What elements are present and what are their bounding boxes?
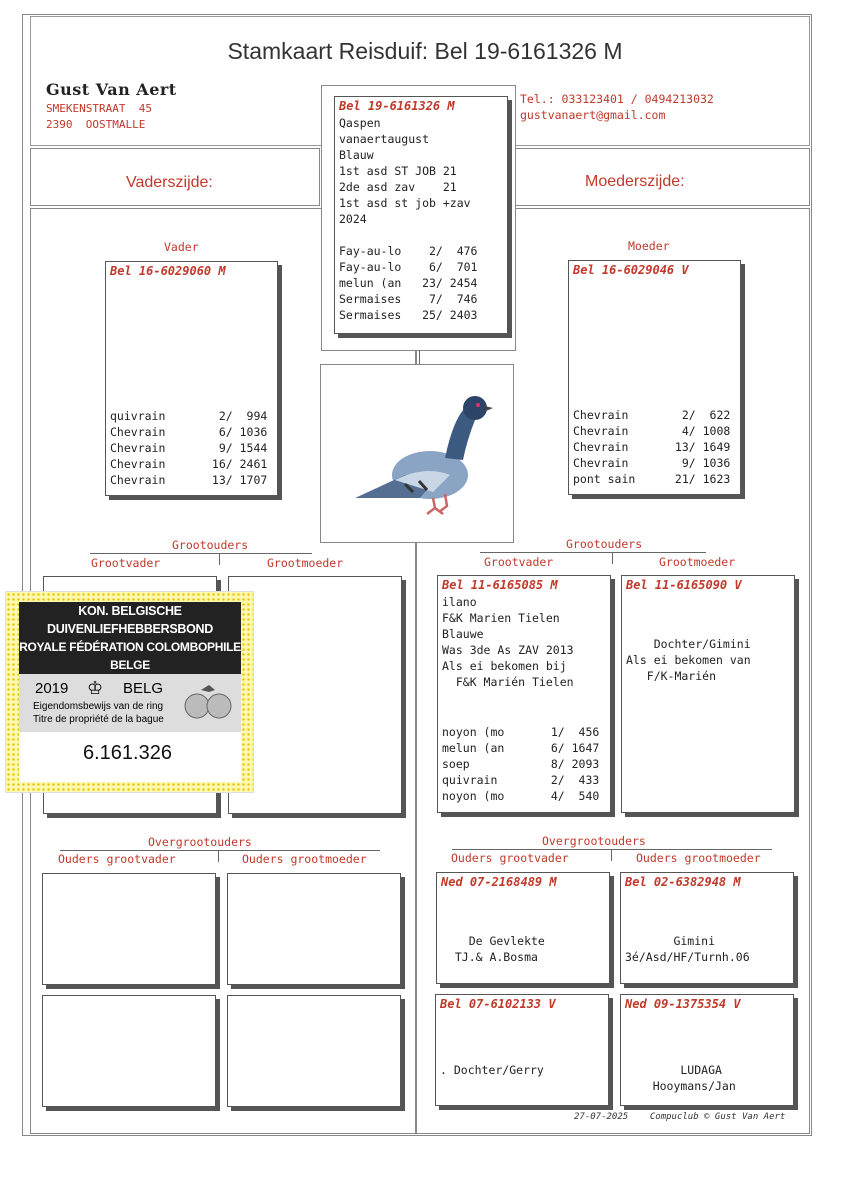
- great-grandparents-label-left: Overgrootouders: [148, 835, 252, 849]
- grandfather-label-left: Grootvader: [91, 556, 161, 570]
- result-position: 2/ 622: [668, 408, 731, 422]
- owner-city: 2390 OOSTMALLE: [46, 118, 146, 131]
- dam-result-row: [573, 439, 730, 455]
- ggp-b-line: 3é/Asd/HF/Turnh.06: [625, 950, 750, 964]
- ggp-d-lines: [621, 1062, 793, 1094]
- grandmother-label-left: Grootmoeder: [267, 556, 344, 570]
- dam-label: Moeder: [628, 239, 670, 253]
- ggp-box-right-4: [620, 994, 794, 1106]
- ggp-box-right-1: [436, 872, 610, 984]
- crown-icon: ♔: [87, 678, 104, 698]
- subject-line: [339, 227, 503, 243]
- mgm-box: [621, 575, 795, 813]
- parents-grandfather-label-right: Ouders grootvader: [451, 851, 569, 865]
- dam-result-row: [573, 423, 730, 439]
- result-place: noyon (mo: [442, 725, 505, 739]
- great-grandparents-rule-right: [452, 849, 772, 850]
- subject-line: Fay-au-lo 2/ 476: [339, 244, 478, 258]
- sire-box: [105, 261, 278, 496]
- result-position: 1/ 456: [537, 725, 600, 739]
- sire-result-row: [110, 424, 267, 440]
- mgf-results: [438, 724, 603, 804]
- mgf-ring: Bel 11-6165085 M: [442, 578, 558, 592]
- ownership-card: [5, 591, 254, 793]
- ggp-a-lines: [437, 933, 609, 965]
- result-position: 21/ 1623: [668, 472, 731, 486]
- owner-phone: Tel.: 033123401 / 0494213032: [520, 92, 714, 106]
- result-place: Chevrain: [573, 424, 629, 438]
- mgf-result-row: [442, 740, 599, 756]
- parents-grandmother-label-left: Ouders grootmoeder: [242, 852, 367, 866]
- owner-contact: [520, 91, 714, 123]
- result-position: 16/ 2461: [205, 457, 268, 471]
- ggp-d-ring: Ned 09-1375354 V: [625, 997, 741, 1011]
- result-position: 4/ 540: [537, 789, 600, 803]
- parents-grandmother-label-right: Ouders grootmoeder: [636, 851, 761, 865]
- subject-line: Qaspen: [339, 116, 381, 130]
- great-grandparents-divider-left: [218, 850, 219, 862]
- sire-results: [106, 408, 271, 488]
- grandparents-divider-right: [612, 552, 613, 564]
- sire-result-row: [110, 440, 267, 456]
- dam-result-row: [573, 455, 730, 471]
- card-ring-number: 6.161.326: [83, 742, 172, 764]
- footer: [574, 1112, 785, 1122]
- father-side-title: Vaderszijde:: [126, 174, 213, 191]
- footer-credit: Compuclub © Gust Van Aert: [649, 1112, 786, 1122]
- dam-results: [569, 407, 734, 487]
- card-country: BELG: [123, 680, 164, 697]
- result-place: pont sain: [573, 472, 636, 486]
- result-position: 4/ 1008: [668, 424, 731, 438]
- ggp-c-line: . Dochter/Gerry: [440, 1063, 544, 1077]
- card-header: [19, 602, 241, 674]
- subject-line: Sermaises 25/ 2403: [339, 308, 478, 322]
- subject-line: 1st asd ST JOB 21: [339, 164, 457, 178]
- result-place: Chevrain: [110, 473, 166, 487]
- sire-result-row: [110, 408, 267, 424]
- sire-result-row: [110, 472, 267, 488]
- owner-block: [46, 80, 177, 133]
- mgf-line: F&K Marien Tielen: [442, 611, 560, 625]
- mgf-line: Was 3de As ZAV 2013: [442, 643, 574, 657]
- mgf-line: F&K Marién Tielen: [442, 675, 574, 689]
- result-place: Chevrain: [573, 408, 629, 422]
- footer-date: 27-07-2025: [574, 1112, 629, 1122]
- mgf-result-row: [442, 788, 599, 804]
- mgf-line: Als ei bekomen bij: [442, 659, 567, 673]
- result-place: quivrain: [110, 409, 166, 423]
- grandmother-label-right: Grootmoeder: [659, 555, 736, 569]
- result-position: 6/ 1036: [205, 425, 268, 439]
- subject-line: 2024: [339, 212, 367, 226]
- page-title: Stamkaart Reisduif: Bel 19-6161326 M: [227, 38, 623, 64]
- subject-ring: Bel 19-6161326 M: [339, 99, 455, 113]
- result-place: quivrain: [442, 773, 498, 787]
- owner-email: gustvanaert@gmail.com: [520, 108, 666, 122]
- result-position: 13/ 1649: [668, 440, 731, 454]
- ggp-box-right-3: [435, 994, 609, 1106]
- dam-box: [568, 260, 741, 495]
- mother-side-title: Moederszijde:: [585, 173, 685, 190]
- card-federation-fr: ROYALE FÉDÉRATION COLOMBOPHILE BELGE: [19, 640, 241, 672]
- sire-result-row: [110, 456, 267, 472]
- great-grandparents-rule-left: [60, 850, 380, 851]
- ggp-a-line: De Gevlekte: [441, 934, 545, 948]
- result-place: Chevrain: [110, 457, 166, 471]
- subject-line: 2de asd zav 21: [339, 180, 457, 194]
- grandparents-rule-right: [480, 552, 706, 553]
- ggp-box-left-4: [227, 995, 401, 1107]
- card-text-nl: Eigendomsbewijs van de ring: [33, 701, 164, 712]
- subject-lines: [335, 115, 507, 323]
- subject-line: melun (an 23/ 2454: [339, 276, 478, 290]
- mgf-result-row: [442, 756, 599, 772]
- result-position: 8/ 2093: [537, 757, 600, 771]
- ggp-d-line: LUDAGA: [625, 1063, 722, 1077]
- ggp-box-left-3: [42, 995, 216, 1107]
- result-place: melun (an: [442, 741, 505, 755]
- grandparents-label-left: Grootouders: [172, 538, 249, 552]
- mgf-result-row: [442, 724, 599, 740]
- result-position: 9/ 1544: [205, 441, 268, 455]
- ggp-b-ring: Bel 02-6382948 M: [625, 875, 741, 889]
- result-place: Chevrain: [573, 440, 629, 454]
- pgm-box: [228, 576, 402, 814]
- result-place: Chevrain: [110, 441, 166, 455]
- subject-box: [334, 96, 508, 334]
- mgf-box: [437, 575, 611, 813]
- subject-line: Fay-au-lo 6/ 701: [339, 260, 478, 274]
- sire-label: Vader: [164, 240, 199, 254]
- ggp-a-ring: Ned 07-2168489 M: [441, 875, 557, 889]
- card-federation-nl: KON. BELGISCHE DUIVENLIEFHEBBERSBOND: [47, 604, 213, 636]
- mgm-line: F/K-Marién: [626, 669, 717, 683]
- grandparents-rule-left: [90, 553, 312, 554]
- parents-grandfather-label-left: Ouders grootvader: [58, 852, 176, 866]
- ownership-card-inner: [19, 602, 241, 782]
- subject-line: 1st asd st job +zav: [339, 196, 471, 210]
- mgf-line: ilano: [442, 595, 477, 609]
- result-position: 9/ 1036: [668, 456, 731, 470]
- dam-result-row: [573, 407, 730, 423]
- ggp-d-line: Hooymans/Jan: [625, 1079, 736, 1093]
- ggp-a-line: TJ.& A.Bosma: [441, 950, 538, 964]
- card-year: 2019: [35, 680, 69, 697]
- dam-ring: Bel 16-6029046 V: [573, 263, 689, 277]
- subject-line: vanaertaugust: [339, 132, 430, 146]
- result-position: 13/ 1707: [205, 473, 268, 487]
- result-place: Chevrain: [573, 456, 629, 470]
- ggp-b-line: Gimini: [625, 934, 716, 948]
- grandparents-divider-left: [219, 553, 220, 565]
- ggp-c-ring: Bel 07-6102133 V: [440, 997, 556, 1011]
- owner-street: SMEKENSTRAAT 45: [46, 102, 152, 115]
- mgm-lines: [622, 636, 794, 684]
- result-position: 2/ 433: [537, 773, 600, 787]
- grandparents-label-right: Grootouders: [566, 537, 643, 551]
- pigeon-image: [335, 380, 500, 525]
- result-place: Chevrain: [110, 425, 166, 439]
- grandfather-label-right: Grootvader: [484, 555, 554, 569]
- result-place: soep: [442, 757, 470, 771]
- card-text-fr: Titre de propriété de la bague: [33, 714, 164, 725]
- result-position: 6/ 1647: [537, 741, 600, 755]
- great-grandparents-label-right: Overgrootouders: [542, 834, 646, 848]
- ggp-box-right-2: [620, 872, 794, 984]
- mgf-lines: [438, 594, 610, 690]
- ggp-c-lines: [436, 1062, 608, 1078]
- mgm-line: Als ei bekomen van: [626, 653, 751, 667]
- dam-result-row: [573, 471, 730, 487]
- mgf-line: Blauwe: [442, 627, 484, 641]
- mgf-result-row: [442, 772, 599, 788]
- mgm-ring: Bel 11-6165090 V: [626, 578, 742, 592]
- owner-name: Gust Van Aert: [46, 80, 177, 99]
- connector-line: [419, 350, 420, 364]
- ggp-box-left-1: [42, 873, 216, 985]
- result-place: noyon (mo: [442, 789, 505, 803]
- federation-logo-icon: [181, 682, 235, 722]
- great-grandparents-divider-right: [611, 849, 612, 861]
- card-band: [19, 674, 241, 732]
- ggp-box-left-2: [227, 873, 401, 985]
- sire-ring: Bel 16-6029060 M: [110, 264, 226, 278]
- subject-line: Sermaises 7/ 746: [339, 292, 478, 306]
- mgm-line: Dochter/Gimini: [626, 637, 751, 651]
- ggp-b-lines: [621, 933, 793, 965]
- result-position: 2/ 994: [205, 409, 268, 423]
- subject-line: Blauw: [339, 148, 374, 162]
